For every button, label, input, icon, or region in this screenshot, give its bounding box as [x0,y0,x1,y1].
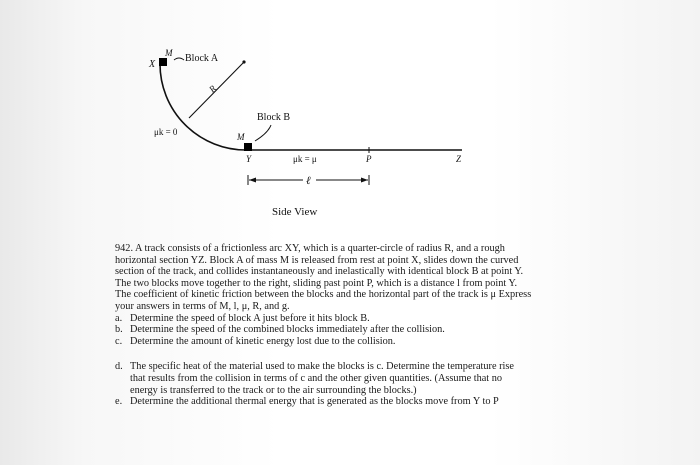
mass-b-label: M [237,132,245,142]
block-b-label: Block B [257,112,291,123]
question-d-line: energy is transferred to the track or to the air surrounding the blocks.) [130,384,417,396]
question-d-line: The specific heat of the material used to make the blocks is c. Determine the temperature rise [130,361,514,373]
intro-line: 942. A track consists of a frictionless arc XY, which is a quarter-circle of radius R, and a rough [115,243,505,254]
point-y-label: Y [246,154,252,164]
block-a-label: Block A [185,53,219,64]
track-diagram [0,0,700,230]
figure-caption: Side View [272,206,318,218]
question-c-label: c. [115,335,123,347]
question-d-label: d. [115,361,123,373]
question-a-label: a. [115,312,123,324]
question-list [115,313,615,348]
question-a-text: Determine the speed of block A just before it hits block B. [130,312,370,324]
question-c-text: Determine the amount of kinetic energy lost due to the collision. [130,335,396,347]
curved-track-arc [160,64,246,150]
question-e [115,396,615,408]
question-e-line: Determine the additional thermal energy that is generated as the blocks move from Y to P [130,396,499,408]
intro-line: The two blocks move together to the right, sliding past point P, which is a distance l from point Y. [115,277,518,289]
radius-label: R [206,83,218,95]
distance-arrow-right [361,178,368,183]
block-b-pointer [255,125,271,141]
intro-line: The coefficient of kinetic friction between the blocks and the horizontal part of the track is μ Express [115,289,532,301]
question-d [115,361,615,396]
distance-label: ℓ [306,175,311,187]
intro-line: horizontal section YZ. Block A of mass M is released from rest at point X, slides down the curved [115,254,519,266]
mass-a-label: M [165,48,173,58]
block-a-pointer [174,58,184,60]
question-b-text: Determine the speed of the combined blocks immediately after the collision. [130,324,445,336]
radius-end-dot [242,60,245,63]
point-p-label: P [366,154,372,164]
question-a [115,313,615,325]
point-x-label: X [149,59,156,70]
question-b [115,324,615,336]
question-d-line: that results from the collision in terms of c and the other given quantities. (Assume that no [130,372,503,384]
question-list-continued [115,361,615,407]
arc-friction-label: μk = 0 [154,127,178,137]
question-e-label: e. [115,396,123,408]
block-b [244,143,252,151]
intro-line: your answers in terms of M, l, μ, R, and g. [115,300,290,312]
intro-line: section of the track, and collides instantaneously and inelastically with identical block B at point Y. [115,266,524,278]
question-b-label: b. [115,324,123,336]
point-z-label: Z [456,154,462,164]
horizontal-friction-label: μk = μ [293,154,317,164]
question-c [115,336,615,348]
block-a [159,58,167,66]
problem-statement [115,243,615,408]
problem-intro [115,243,615,313]
distance-arrow-left [249,178,256,183]
